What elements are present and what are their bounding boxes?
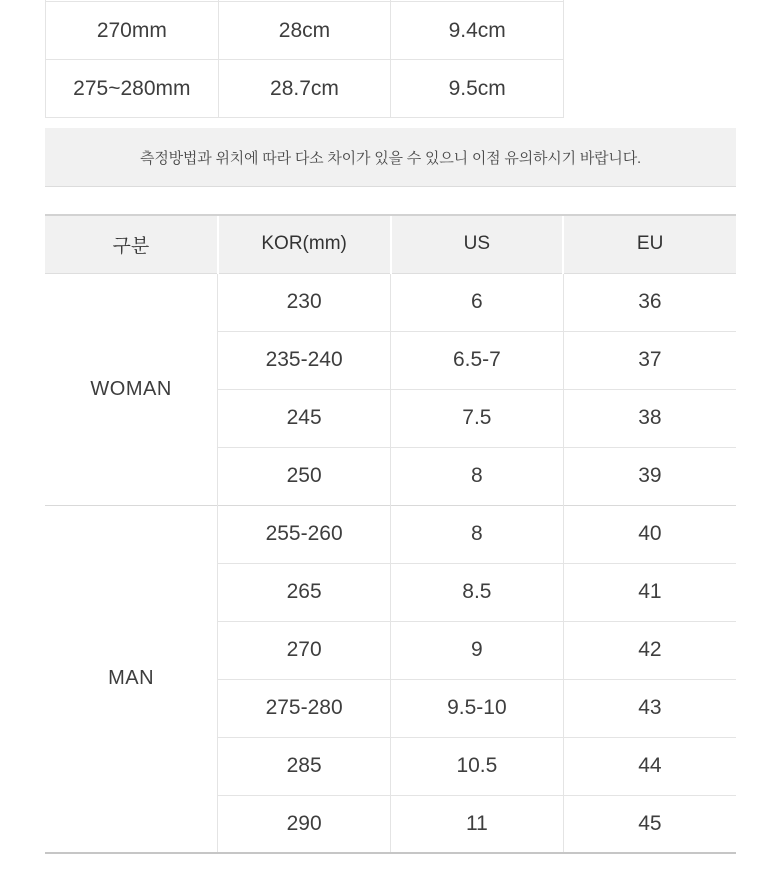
cell-eu: 41: [563, 563, 736, 621]
cell-us: 7.5: [391, 389, 564, 447]
cell-us: 6.5-7: [391, 331, 564, 389]
cell-kor: 275-280: [218, 679, 391, 737]
cell-us: 8.5: [391, 563, 564, 621]
size-row: [45, 505, 736, 563]
measurement-cell-width: 9.5cm: [391, 60, 564, 118]
cell-us: 9: [391, 621, 564, 679]
cell-kor: 285: [218, 737, 391, 795]
col-header-us: US: [391, 215, 564, 273]
cell-us: 6: [391, 273, 564, 331]
cell-us: 8: [391, 505, 564, 563]
cell-eu: 44: [563, 737, 736, 795]
measurement-row: [46, 60, 564, 118]
group-label-man: MAN: [45, 505, 218, 853]
size-table-header-row: [45, 215, 736, 273]
col-header-eu: EU: [563, 215, 736, 273]
cell-kor: 270: [218, 621, 391, 679]
cell-eu: 40: [563, 505, 736, 563]
cell-kor: 245: [218, 389, 391, 447]
notice-banner: [45, 128, 736, 187]
cell-eu: 37: [563, 331, 736, 389]
cell-kor: 265: [218, 563, 391, 621]
cell-eu: 42: [563, 621, 736, 679]
cell-us: 11: [391, 795, 564, 853]
group-label-woman: WOMAN: [45, 273, 218, 505]
measurement-cell-length: 28cm: [218, 2, 391, 60]
measurement-table: [45, 0, 564, 118]
cell-kor: 230: [218, 273, 391, 331]
cell-eu: 39: [563, 447, 736, 505]
cell-eu: 36: [563, 273, 736, 331]
cell-us: 8: [391, 447, 564, 505]
cell-kor: 290: [218, 795, 391, 853]
measurement-cell-foot: 275~280mm: [46, 60, 219, 118]
notice-text: 측정방법과 위치에 따라 다소 차이가 있을 수 있으니 이점 유의하시기 바랍니다.: [140, 149, 641, 167]
cell-kor: 255-260: [218, 505, 391, 563]
cell-eu: 43: [563, 679, 736, 737]
size-row: [45, 273, 736, 331]
cell-us: 10.5: [391, 737, 564, 795]
measurement-cell-foot: 270mm: [46, 2, 219, 60]
cell-us: 9.5-10: [391, 679, 564, 737]
cell-eu: 38: [563, 389, 736, 447]
measurement-table-clip: [45, 0, 564, 122]
cell-kor: 250: [218, 447, 391, 505]
size-guide: [45, 0, 736, 854]
size-conversion-table: [45, 214, 736, 854]
measurement-cell-length: 28.7cm: [218, 60, 391, 118]
cell-eu: 45: [563, 795, 736, 853]
cell-kor: 235-240: [218, 331, 391, 389]
measurement-row: [46, 2, 564, 60]
measurement-cell-width: 9.4cm: [391, 2, 564, 60]
col-header-category: 구분: [45, 215, 218, 273]
col-header-kor: KOR(mm): [218, 215, 391, 273]
